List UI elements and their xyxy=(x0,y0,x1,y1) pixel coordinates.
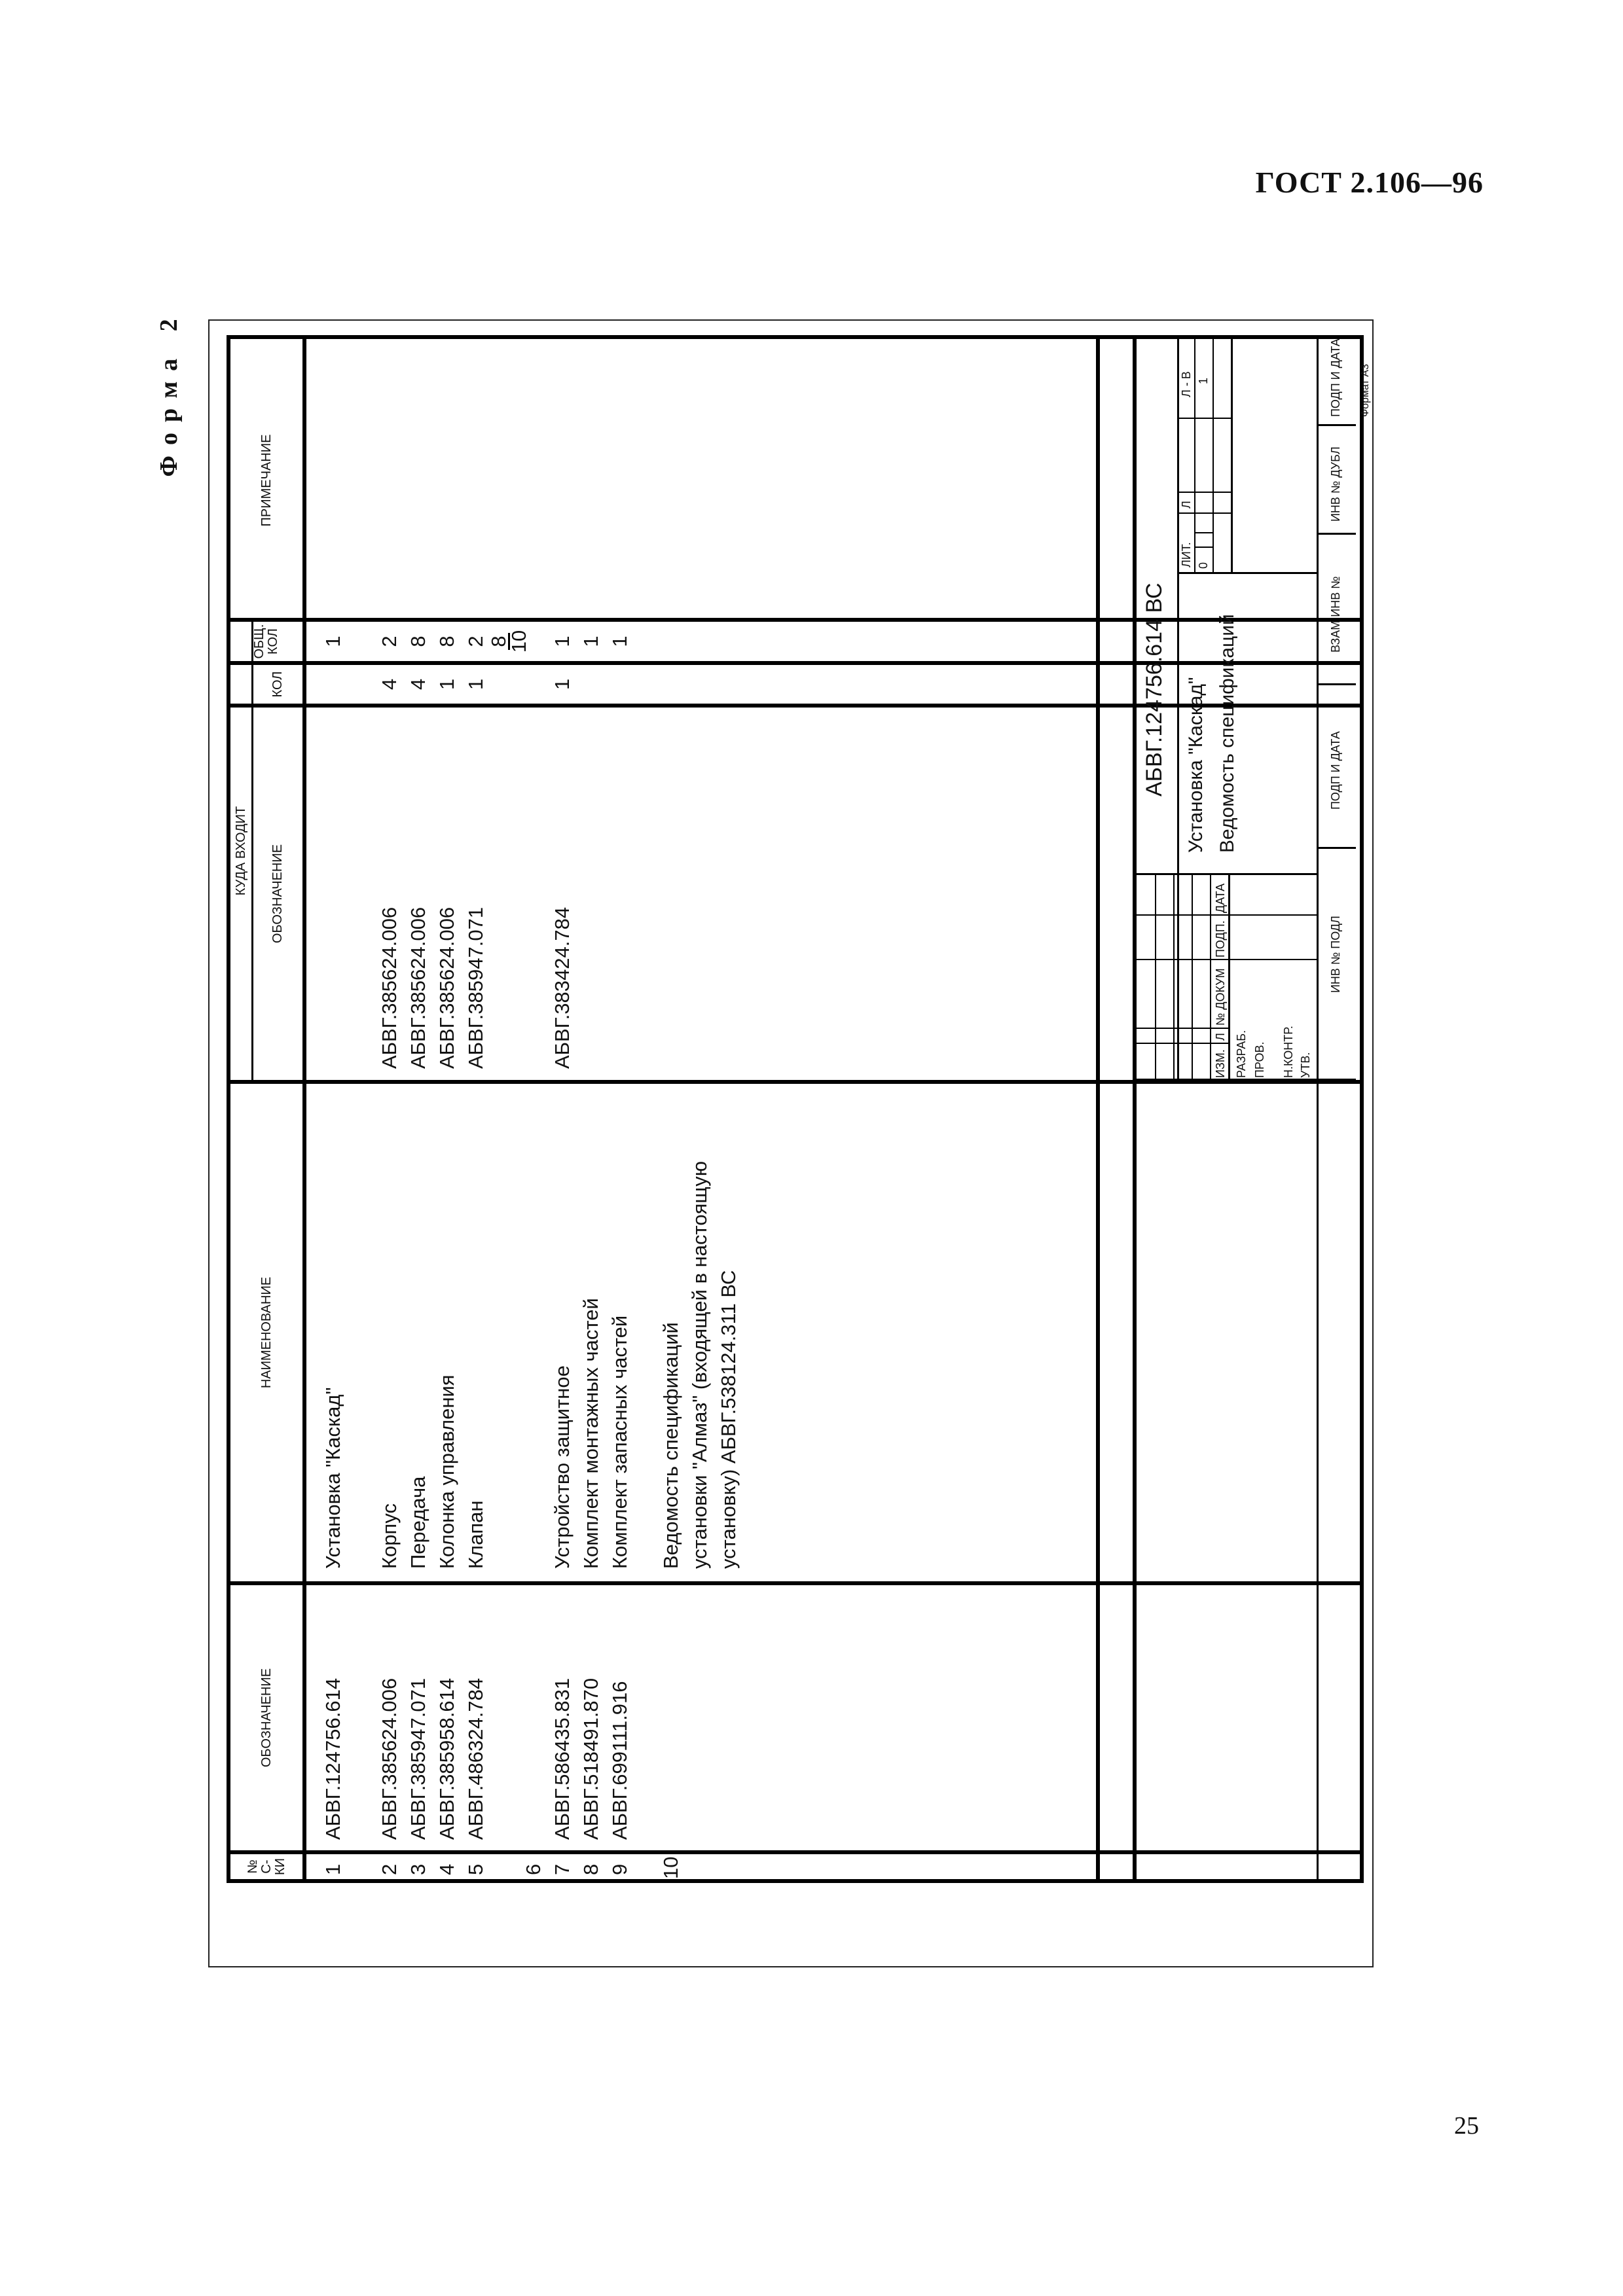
tb-bottom-line xyxy=(1317,339,1319,1883)
table-bottom-line xyxy=(1096,339,1100,1883)
tb-prov: ПРОВ. xyxy=(1253,1041,1266,1078)
name-cell: Колонка управления xyxy=(435,1374,458,1569)
tb-rev-col xyxy=(1137,1028,1228,1029)
designation-cell: АБВГ.486324.784 xyxy=(464,1677,487,1840)
tb-nkontr: Н.КОНТР. xyxy=(1282,1026,1295,1078)
designation-cell: АБВГ.586435.831 xyxy=(551,1677,574,1840)
tb-rev-row xyxy=(1210,875,1211,1081)
header-name: НАИМЕНОВАНИЕ xyxy=(259,1276,274,1389)
tb-divider xyxy=(1137,1079,1356,1081)
header-note: ПРИМЕЧАНИЕ xyxy=(259,434,274,527)
tb-rev-row xyxy=(1228,875,1230,1081)
fraction-denominator: 10 xyxy=(507,630,530,653)
form-label-text: Форма 2 xyxy=(155,308,183,477)
total-cell: 1 xyxy=(551,636,574,647)
tb-title-line1: Установка "Каскад" xyxy=(1185,677,1207,853)
tb-lit-row xyxy=(1213,339,1214,574)
header-where-used: КУДА ВХОДИТ xyxy=(233,806,248,896)
designation-cell: АБВГ.518491.870 xyxy=(579,1677,602,1840)
name-cell: Корпус xyxy=(378,1503,401,1569)
where-cell: АБВГ.385624.006 xyxy=(435,906,458,1069)
name-cell: установку) АБВГ.538124.311 ВС xyxy=(717,1270,740,1569)
tb-lit-col xyxy=(1177,512,1231,514)
tb-rev-row xyxy=(1173,875,1175,1081)
divider-designation xyxy=(227,1581,1360,1585)
tb-strip-col xyxy=(1317,533,1356,535)
tb-lit-cell xyxy=(1194,547,1213,548)
designation-cell: АБВГ.699111.916 xyxy=(608,1681,631,1840)
tb-lit-value: 0 xyxy=(1197,562,1210,569)
qty-cell: 1 xyxy=(435,678,458,691)
row-no: 3 xyxy=(407,1863,429,1875)
header-row-no: № С-КИ xyxy=(245,1857,287,1876)
header-designation: ОБОЗНАЧЕНИЕ xyxy=(259,1668,274,1768)
tb-rev-col xyxy=(1137,1043,1228,1044)
header-qty: КОЛ xyxy=(270,671,285,698)
header-where-designation: ОБОЗНАЧЕНИЕ xyxy=(270,844,285,944)
name-cell: установки "Алмаз" (входящей в настоящую xyxy=(688,1161,711,1569)
row-no: 6 xyxy=(522,1863,545,1875)
fraction-numerator: 8 xyxy=(490,633,510,649)
qty-cell: 1 xyxy=(551,678,574,691)
row-no: 8 xyxy=(579,1863,602,1875)
tb-vzam-inv: ВЗАМ ИНВ № xyxy=(1329,576,1342,653)
page-header: ГОСТ 2.106—96 xyxy=(1255,166,1484,199)
form-label xyxy=(143,308,195,478)
total-cell: 2 xyxy=(464,636,487,647)
total-cell: 1 xyxy=(321,636,344,647)
name-cell: Комплект монтажных частей xyxy=(579,1298,602,1569)
tb-inv-podl: ИНВ № ПОДЛ xyxy=(1329,916,1342,993)
designation-cell: АБВГ.124756.614 xyxy=(321,1677,344,1840)
title-block-top xyxy=(1133,339,1137,1883)
header-separator xyxy=(302,339,306,1883)
name-cell: Ведомость спецификаций xyxy=(659,1322,682,1569)
tb-strip-col xyxy=(1317,424,1356,426)
name-cell: Клапан xyxy=(464,1500,487,1569)
page-number: 25 xyxy=(1454,2112,1479,2140)
tb-title-line2: Ведомость спецификаций xyxy=(1216,614,1238,853)
tb-strip-col xyxy=(1317,847,1356,849)
qty-cell: 4 xyxy=(407,678,429,691)
row-no: 2 xyxy=(378,1863,401,1875)
row-no: 4 xyxy=(435,1863,458,1875)
tb-doc: № ДОКУМ xyxy=(1214,968,1227,1026)
tb-rev-right xyxy=(1137,873,1317,875)
total-cell: 1 xyxy=(579,636,602,647)
tb-rev-row xyxy=(1155,875,1156,1081)
where-cell: АБВГ.385947.071 xyxy=(464,906,487,1069)
designation-cell: АБВГ.385624.006 xyxy=(378,1677,401,1840)
qty-cell: 4 xyxy=(378,678,401,691)
tb-izm: ИЗМ. xyxy=(1214,1049,1227,1078)
tb-podp-data: ПОДП И ДАТА xyxy=(1329,731,1342,810)
name-cell: Передача xyxy=(407,1476,429,1569)
tb-lit-col xyxy=(1177,492,1231,493)
tb-date: ДАТА xyxy=(1214,883,1227,913)
tb-strip-col xyxy=(1317,683,1356,685)
total-cell: 2 xyxy=(378,636,401,647)
tb-code-line xyxy=(1177,339,1179,1081)
tb-lit-row xyxy=(1231,339,1233,574)
tb-lit: ЛИТ. xyxy=(1180,542,1193,567)
tb-l: Л xyxy=(1214,1033,1227,1041)
name-cell: Комплект запасных частей xyxy=(608,1315,631,1569)
designation-cell: АБВГ.385947.071 xyxy=(407,1677,429,1840)
tb-inv-dubl: ИНВ № ДУБЛ xyxy=(1329,446,1342,522)
total-cell: 8 xyxy=(407,636,429,647)
name-cell: Устройство защитное xyxy=(551,1365,574,1569)
row-no: 9 xyxy=(608,1863,631,1875)
tb-utv: УТВ. xyxy=(1299,1052,1312,1078)
where-cell: АБВГ.383424.784 xyxy=(551,906,574,1069)
row-no: 7 xyxy=(551,1863,574,1875)
total-cell: 8 xyxy=(435,636,458,647)
row-no: 10 xyxy=(659,1856,682,1879)
qty-cell: 1 xyxy=(464,678,487,691)
tb-lit-row xyxy=(1194,339,1195,574)
tb-l-label: Л xyxy=(1180,501,1193,509)
where-cell: АБВГ.385624.006 xyxy=(378,906,401,1069)
where-cell: АБВГ.385624.006 xyxy=(407,906,429,1069)
tb-spacer xyxy=(1216,1079,1217,1081)
tb-code: АБВГ.124756.614 ВС xyxy=(1142,583,1167,797)
tb-rev-col xyxy=(1137,914,1317,916)
header-total-qty: ОБЩ. КОЛ xyxy=(252,624,280,659)
tb-l-v-value: 1 xyxy=(1197,377,1210,384)
tb-l-v: Л - В xyxy=(1180,371,1193,397)
tb-sign: ПОДП. xyxy=(1214,920,1227,958)
total-fraction xyxy=(487,622,530,661)
tb-rev-row xyxy=(1192,875,1193,1081)
tb-lit-left xyxy=(1177,572,1317,574)
tb-lit-cell xyxy=(1194,532,1213,533)
tb-razrab: РАЗРАБ. xyxy=(1235,1030,1248,1078)
divider-no xyxy=(227,1850,1360,1854)
specification-form xyxy=(227,338,1371,1883)
tb-podp-data-2: ПОДП И ДАТА xyxy=(1329,338,1342,417)
total-cell: 1 xyxy=(608,636,631,647)
tb-lit-col xyxy=(1177,418,1231,419)
name-cell: Установка "Каскад" xyxy=(321,1387,344,1569)
tb-format: Формат А3 xyxy=(1360,364,1371,417)
row-no: 1 xyxy=(321,1863,344,1875)
row-no: 5 xyxy=(464,1863,487,1875)
designation-cell: АБВГ.385958.614 xyxy=(435,1677,458,1840)
tb-rev-col xyxy=(1137,959,1317,960)
